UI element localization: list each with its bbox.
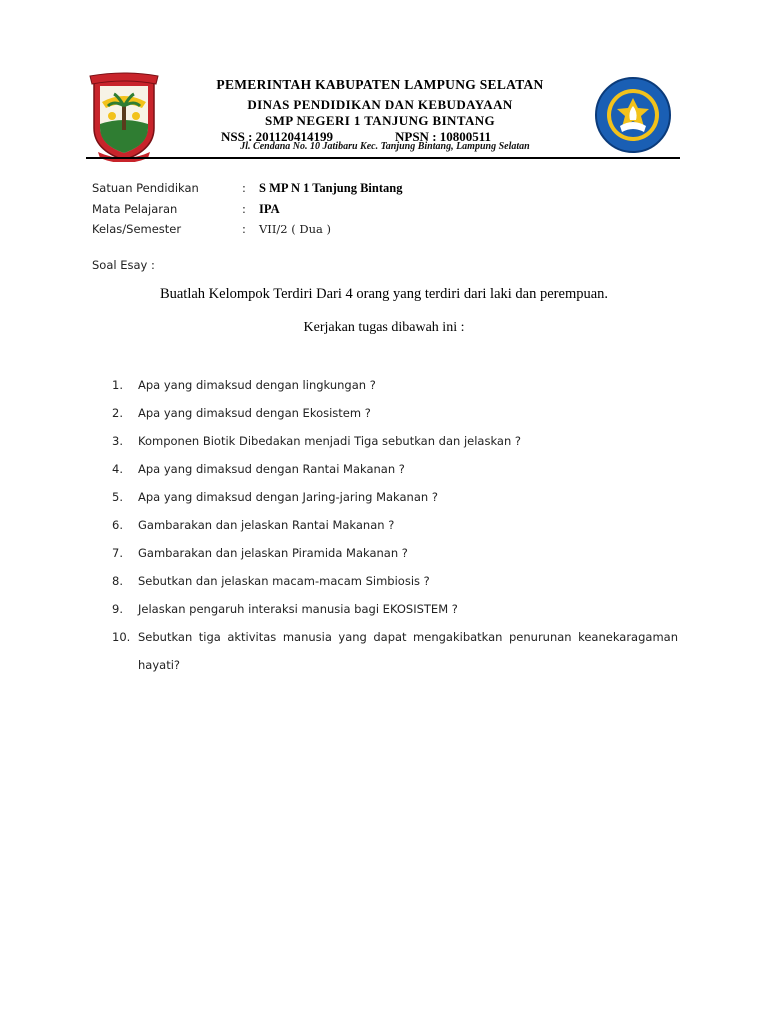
- question-number: 1.: [112, 378, 123, 392]
- identity-colon: :: [242, 181, 246, 195]
- question-number: 6.: [112, 518, 123, 532]
- question-number: 5.: [112, 490, 123, 504]
- question-text: Gambarakan dan jelaskan Rantai Makanan ?: [138, 518, 395, 532]
- question-text: Apa yang dimaksud dengan lingkungan ?: [138, 378, 376, 392]
- question-text: Komponen Biotik Dibedakan menjadi Tiga sebutkan dan jelaskan ?: [138, 434, 521, 448]
- letterhead-line-3: SMP NEGERI 1 TANJUNG BINTANG: [264, 113, 496, 128]
- question-item: [112, 517, 678, 545]
- letterhead: [170, 76, 590, 144]
- question-text: Sebutkan dan jelaskan macam-macam Simbiosis ?: [138, 574, 430, 588]
- identity-colon: :: [242, 202, 246, 216]
- letterhead-line-2: DINAS PENDIDIKAN DAN KEBUDAYAAN: [247, 97, 513, 112]
- identity-colon: :: [242, 222, 246, 236]
- letterhead-line-1: PEMERINTAH KABUPATEN LAMPUNG SELATAN: [216, 77, 544, 92]
- question-number: 7.: [112, 546, 123, 560]
- question-number: 4.: [112, 462, 123, 476]
- question-item: [112, 461, 678, 489]
- question-number: 8.: [112, 574, 123, 588]
- soal-label: Soal Esay :: [92, 258, 155, 272]
- instruction-group: Buatlah Kelompok Terdiri Dari 4 orang yang terdiri dari laki dan perempuan.: [159, 286, 609, 302]
- question-text: Apa yang dimaksud dengan Ekosistem ?: [138, 406, 371, 420]
- identity-label: Satuan Pendidikan: [92, 181, 199, 195]
- identity-value: S MP N 1 Tanjung Bintang: [259, 181, 403, 195]
- nss-code: NSS : 201120414199: [221, 129, 333, 144]
- question-item: [112, 377, 678, 405]
- question-text: Jelaskan pengaruh interaksi manusia bagi EKOSISTEM ?: [138, 602, 458, 616]
- question-number: 2.: [112, 406, 123, 420]
- question-text: Sebutkan tiga aktivitas manusia yang dapat mengakibatkan penurunan keanekaragaman hayati?: [138, 630, 678, 672]
- question-item: [112, 405, 678, 433]
- school-address: Jl. Cendana No. 10 Jatibaru Kec. Tanjung Bintang, Lampung Selatan: [240, 141, 530, 152]
- question-number: 10.: [112, 630, 131, 644]
- question-number: 9.: [112, 602, 123, 616]
- question-item: [112, 489, 678, 517]
- question-item: [112, 623, 678, 679]
- identity-value: VII/2 ( Dua ): [259, 222, 332, 236]
- question-text: Apa yang dimaksud dengan Jaring-jaring Makanan ?: [138, 490, 438, 504]
- question-list: [112, 377, 678, 679]
- question-item: [112, 433, 678, 461]
- question-number: 3.: [112, 434, 123, 448]
- identity-label: Mata Pelajaran: [92, 202, 178, 216]
- question-text: Gambarakan dan jelaskan Piramida Makanan ?: [138, 546, 408, 560]
- npsn-code: NPSN : 10800511: [395, 129, 492, 144]
- instruction-task: Kerjakan tugas dibawah ini :: [303, 320, 465, 335]
- letterhead-divider: [86, 157, 680, 159]
- question-item: [112, 573, 678, 601]
- question-text: Apa yang dimaksud dengan Rantai Makanan ?: [138, 462, 405, 476]
- question-item: [112, 545, 678, 573]
- identity-value: IPA: [259, 202, 280, 216]
- identity-label: Kelas/Semester: [92, 222, 182, 236]
